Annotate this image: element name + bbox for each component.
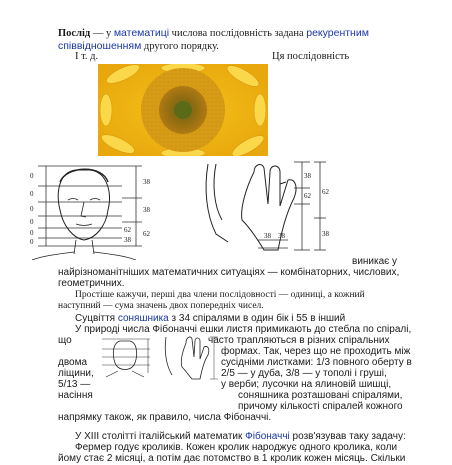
link-mathematics[interactable]: математиці — [113, 27, 170, 39]
fibonacci-line1: У XIII столітті італійський математик Фібоначчі розв'язував таку задачу: — [75, 431, 406, 442]
nature-right7: причому кількості спіралей кожного — [238, 401, 403, 412]
intro-paragraph: Послід — у математиці числова послідовність задана рекурентним співвідношенням другого порядку. — [58, 27, 369, 52]
fibonacci-line2: Фермер годує кроликів. Кожен кролик народжує одного кролика, коли — [75, 442, 398, 453]
hand-num-1: 38 — [304, 172, 311, 180]
fibonacci-line3: йому стає 2 місяці, а потім дає потомство в 1 кролик кожен місяць. Скільки — [58, 453, 406, 464]
hand-num-2: 62 — [304, 192, 311, 200]
sunflower-sentence: Суцвіття соняшника з 34 спіралями в один бік і 55 в інший — [75, 313, 346, 324]
situations-line3: геометричних. — [58, 278, 125, 289]
head-num-5: 0 — [30, 229, 34, 237]
hand-proportion-diagram — [198, 158, 348, 256]
link-fibonacci[interactable]: Фібоначчі — [245, 431, 290, 442]
head-num-3: 0 — [30, 205, 34, 213]
nature-right1: часто трапляються в різних спіральних — [208, 335, 390, 346]
head-num-6: 0 — [30, 238, 34, 246]
hand-num-3: 62 — [322, 188, 329, 196]
head-num-4: 0 — [30, 218, 34, 226]
hand-num-4: 38 — [322, 230, 329, 238]
head-num-11: 38 — [124, 236, 131, 244]
head-num-10: 62 — [124, 226, 131, 234]
intro-line2-right: Ця послідовність — [272, 51, 350, 62]
simplest-line2: наступний — сума значень двох попередніх чисел. — [58, 301, 264, 311]
head-num-1: 0 — [30, 172, 34, 180]
nature-line1: У природі числа Фібоначчі ешки листя примикають до стебла по спіралі, — [75, 324, 412, 335]
nature-left3: двома — [58, 357, 88, 368]
head-num-9: 62 — [143, 230, 150, 238]
simplest-line1: Простіше кажучи, перші два члени послідовності — одиниці, а кожний — [75, 290, 365, 300]
small-hand-diagram — [160, 333, 220, 381]
small-head-diagram — [98, 335, 156, 379]
head-num-2: 0 — [30, 190, 34, 198]
term-posl: Послід — [58, 28, 91, 39]
nature-left4: ліщини, — [58, 368, 94, 379]
hand-num-5: 38 — [264, 232, 271, 240]
head-proportion-diagram — [18, 160, 176, 260]
intro-line2-left: І т. д. — [75, 51, 99, 62]
nature-right5: у верби; лусочки на ялиновій шишці, — [221, 379, 392, 390]
nature-line-end: напрямку також, як правило, числа Фібоначчі. — [58, 412, 272, 423]
nature-right6: соняшника розташовані спіралями, — [238, 390, 403, 401]
nature-left6: насіння — [58, 390, 93, 401]
nature-left1: що — [58, 335, 72, 346]
link-sunflower[interactable]: соняшника — [117, 313, 169, 324]
nature-left5: 5/13 — — [58, 379, 91, 390]
head-num-8: 38 — [143, 206, 150, 214]
situations-line1: виникає у — [352, 256, 398, 267]
hand-num-6: 38 — [278, 232, 285, 240]
situations-line2: найрізноманітніших математичних ситуаціях — комбінаторних, числових, — [58, 267, 400, 278]
link-recurrent-relation[interactable]: рекурентним співвідношенням — [58, 27, 369, 52]
sunflower-image — [98, 64, 268, 156]
nature-right2: формах. Так, через що не проходить між — [221, 346, 411, 357]
head-num-7: 38 — [143, 178, 150, 186]
nature-right4: 2/5 — у дуба, 3/8 — у тополі і груші, — [221, 368, 387, 379]
nature-right3: сусідніми листками: 1/3 повного оберту в — [221, 357, 412, 368]
